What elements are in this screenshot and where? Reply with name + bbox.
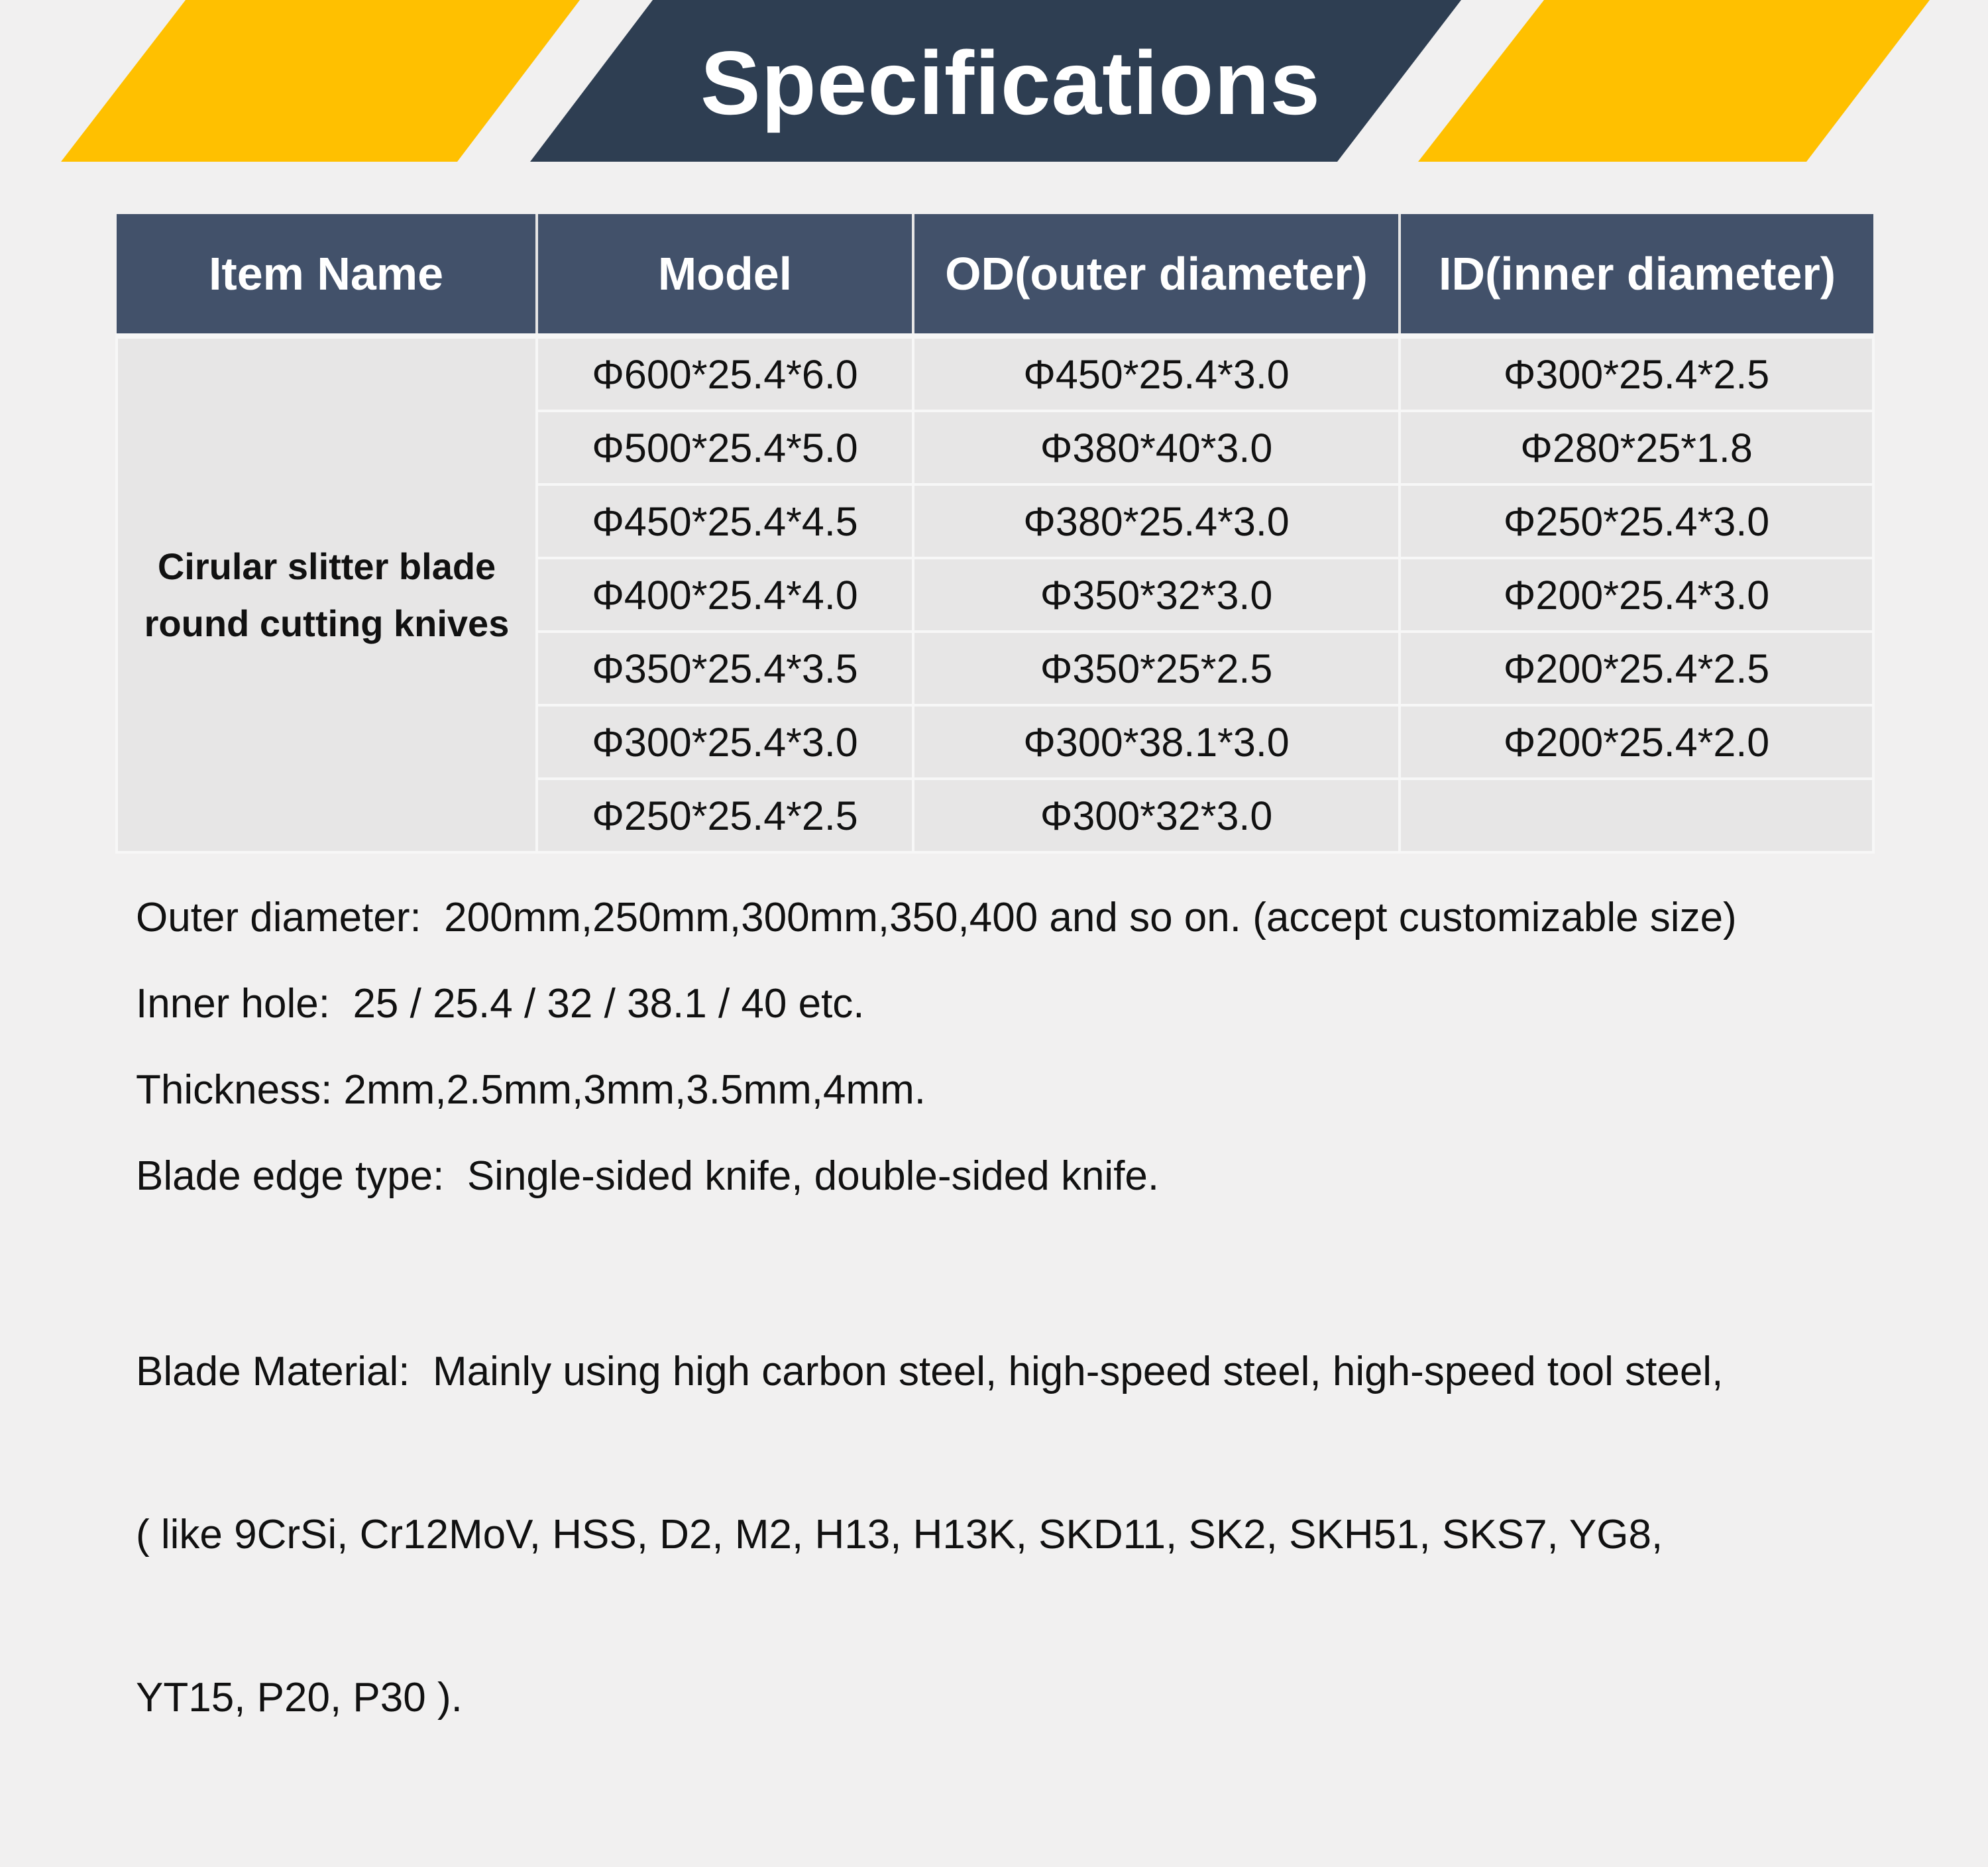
id-cell: Φ200*25.4*3.0 [1400, 558, 1873, 632]
material-line: YT15, P20, P30 ). [136, 1675, 463, 1721]
od-cell: Φ350*32*3.0 [913, 558, 1400, 632]
od-cell: Φ300*32*3.0 [913, 779, 1400, 852]
id-cell: Φ250*25.4*3.0 [1400, 484, 1873, 558]
material-line: Blade Material: Mainly using high carbon steel, high-speed steel, high-speed tool steel, [136, 1349, 1724, 1394]
header-model: Model [537, 214, 913, 336]
table-header-row [117, 214, 1873, 336]
page-title: Specifications [700, 32, 1321, 133]
header-item-name: Item Name [117, 214, 537, 336]
od-cell: Φ450*25.4*3.0 [913, 336, 1400, 411]
note-outer-diameter: Outer diameter: 200mm,250mm,300mm,350,400 and so on. (accept customizable size) [136, 895, 1737, 940]
model-cell: Φ300*25.4*3.0 [537, 705, 913, 779]
header-banner [0, 0, 1988, 172]
note-thickness: Thickness: 2mm,2.5mm,3mm,3.5mm,4mm. [136, 1067, 926, 1113]
left-yellow-parallelogram [61, 0, 580, 162]
header-outer-diameter: OD(outer diameter) [913, 214, 1400, 336]
id-cell: Φ280*25*1.8 [1400, 411, 1873, 484]
header-inner-diameter: ID(inner diameter) [1400, 214, 1873, 336]
id-cell: Φ200*25.4*2.5 [1400, 632, 1873, 705]
material-line: ( like 9CrSi, Cr12MoV, HSS, D2, M2, H13, H13K, SKD11, SK2, SKH51, SKS7, YG8, [136, 1512, 1663, 1557]
od-cell: Φ380*40*3.0 [913, 411, 1400, 484]
id-cell [1400, 779, 1873, 852]
model-cell: Φ450*25.4*4.5 [537, 484, 913, 558]
right-yellow-parallelogram [1418, 0, 1930, 162]
note-blade-edge-type: Blade edge type: Single-sided knife, double-sided knife. [136, 1153, 1160, 1199]
note-inner-hole: Inner hole: 25 / 25.4 / 32 / 38.1 / 40 etc. [136, 981, 865, 1027]
od-cell: Φ380*25.4*3.0 [913, 484, 1400, 558]
specification-notes [136, 891, 1872, 1867]
model-cell: Φ350*25.4*3.5 [537, 632, 913, 705]
od-cell: Φ300*38.1*3.0 [913, 705, 1400, 779]
note-blade-material [136, 1236, 1872, 1834]
model-cell: Φ500*25.4*5.0 [537, 411, 913, 484]
id-cell: Φ300*25.4*2.5 [1400, 336, 1873, 411]
model-cell: Φ250*25.4*2.5 [537, 779, 913, 852]
specifications-table [115, 214, 1875, 854]
od-cell: Φ350*25*2.5 [913, 632, 1400, 705]
item-name-line: round cutting knives [144, 602, 510, 644]
item-name-line: Cirular slitter blade [157, 545, 496, 587]
item-name-cell [117, 336, 537, 852]
model-cell: Φ600*25.4*6.0 [537, 336, 913, 411]
model-cell: Φ400*25.4*4.0 [537, 558, 913, 632]
table-row [117, 336, 1873, 411]
id-cell: Φ200*25.4*2.0 [1400, 705, 1873, 779]
